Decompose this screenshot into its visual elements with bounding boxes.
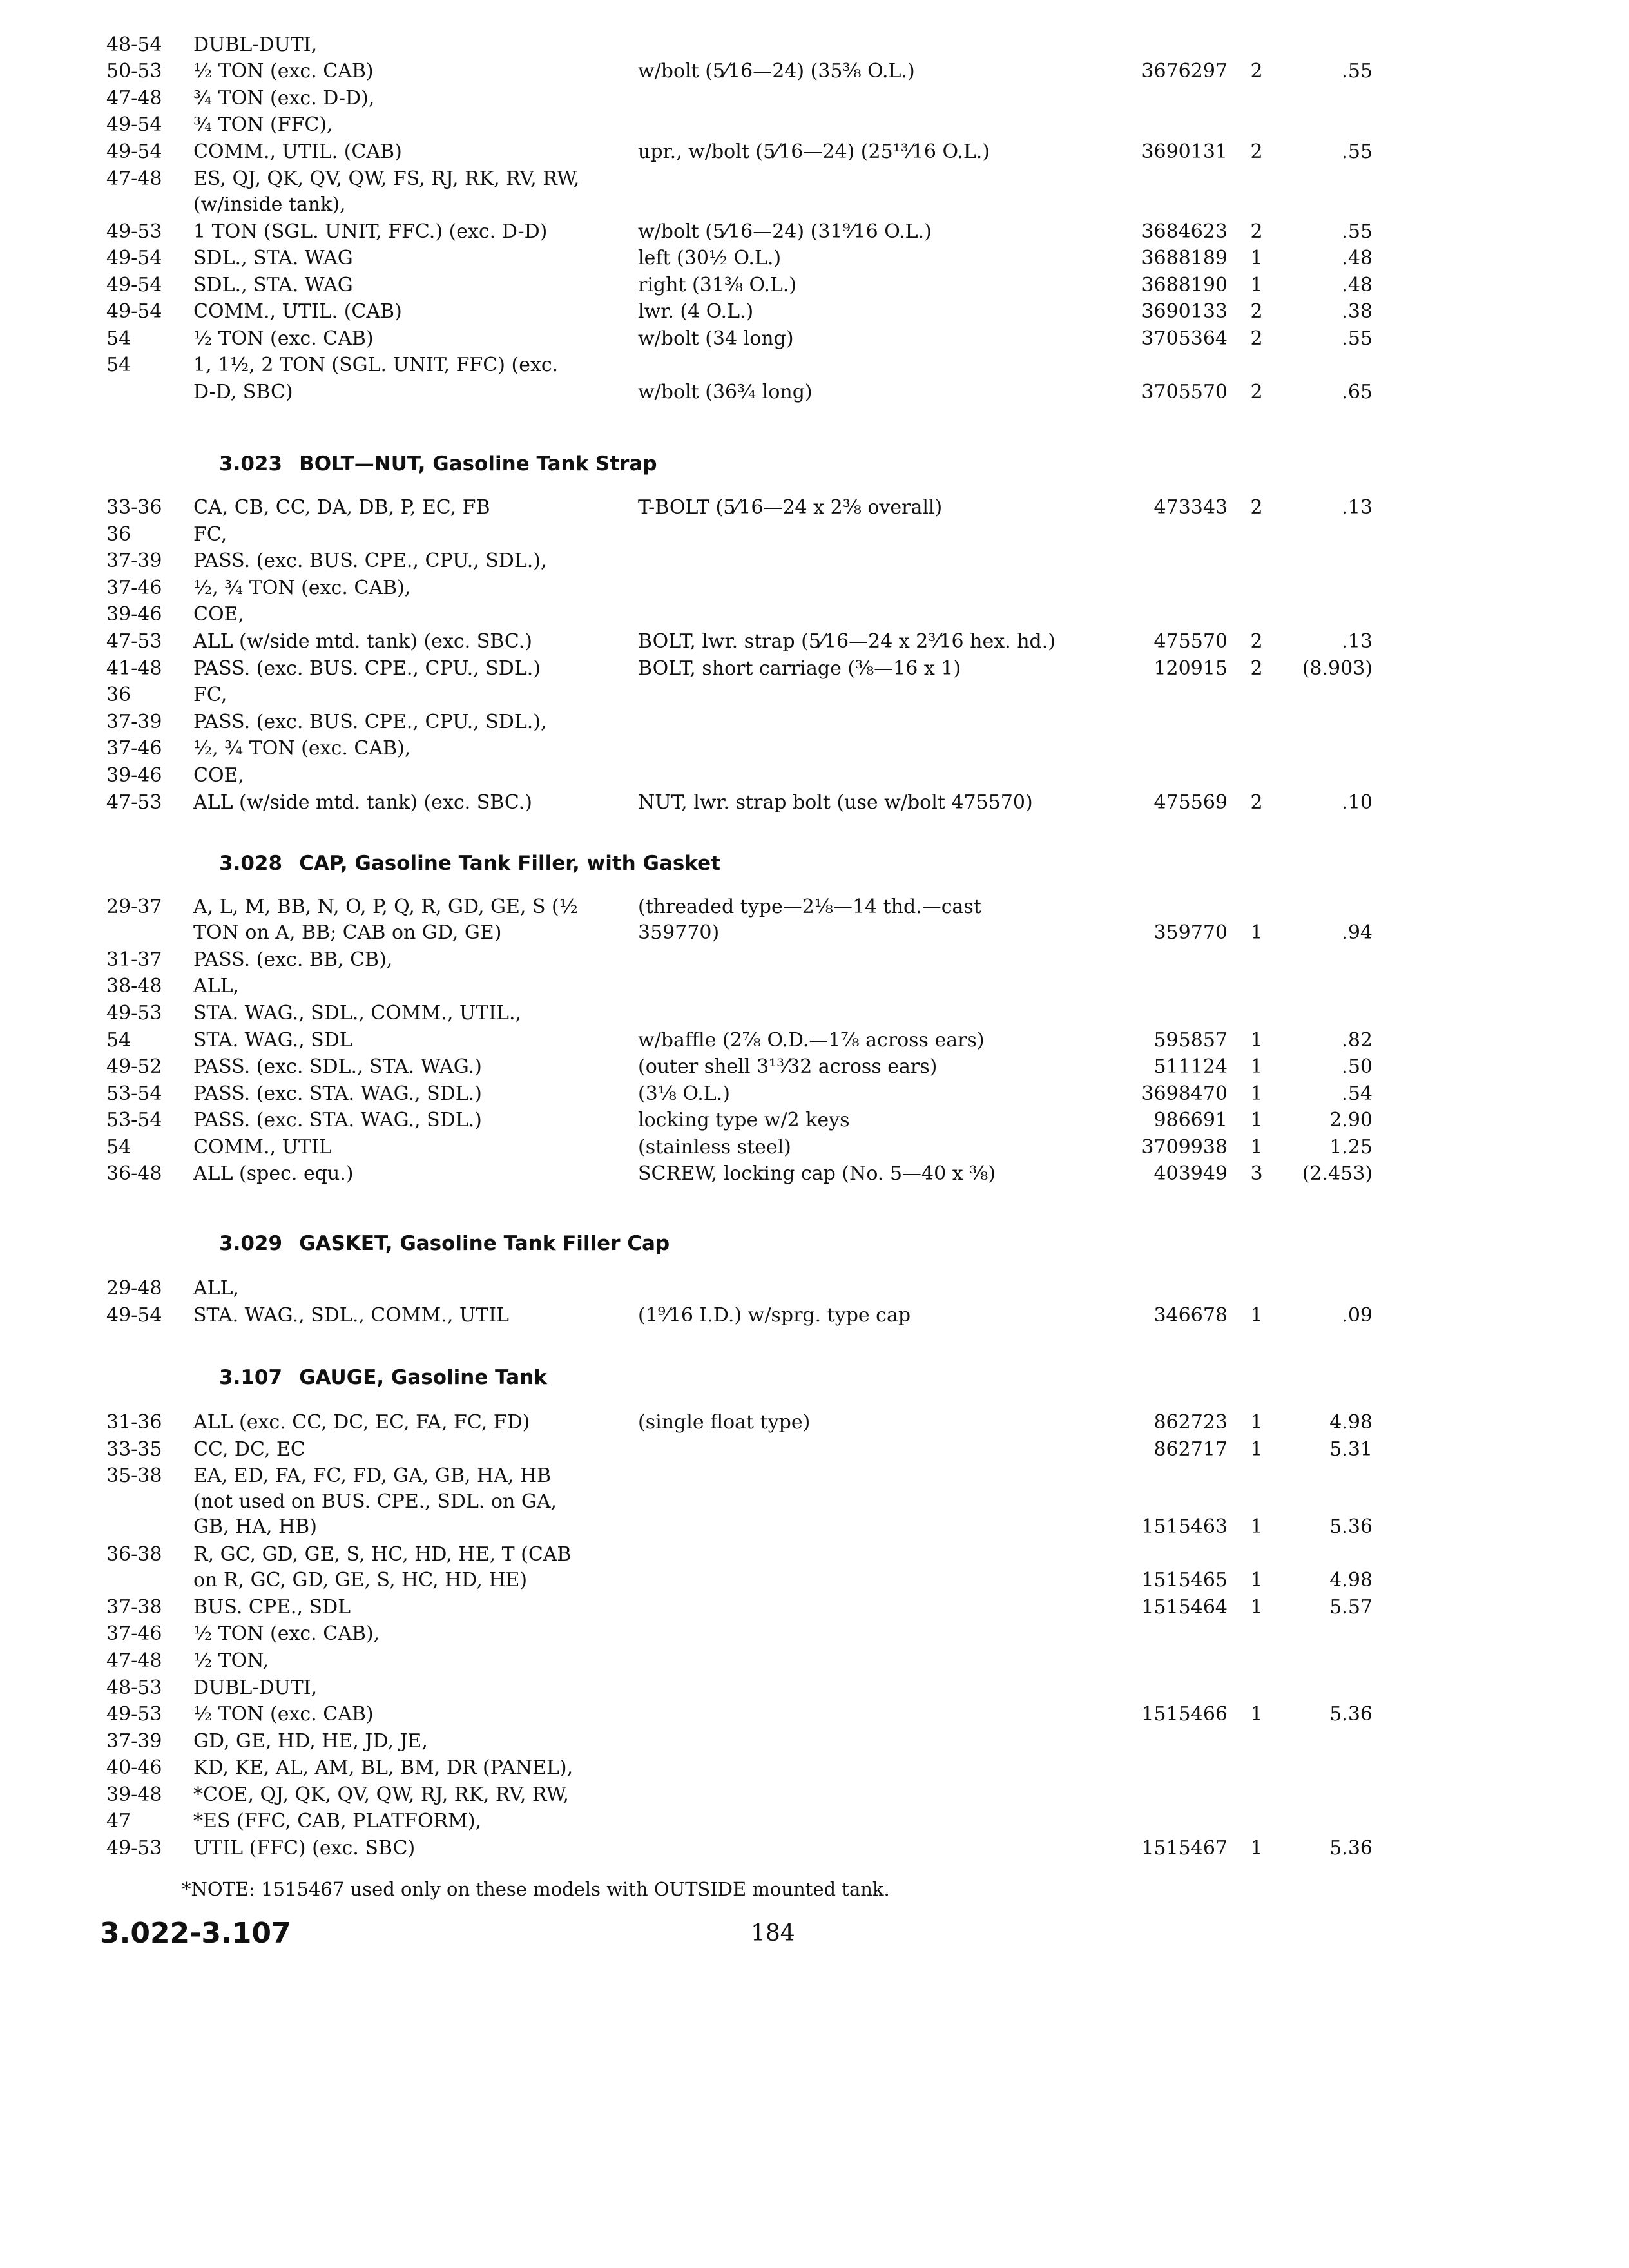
models: ALL (w/side mtd. tank) (exc. SBC.) xyxy=(193,791,533,814)
list-price: .48 xyxy=(1342,247,1373,269)
part-number: 1515463 xyxy=(1141,1515,1228,1538)
section-number: 3.029 xyxy=(219,1232,283,1255)
part-number: 475569 xyxy=(1153,791,1228,814)
model-years: 49-54 xyxy=(106,300,162,323)
quantity: 1 xyxy=(1250,1703,1263,1725)
list-price: 2.90 xyxy=(1329,1109,1373,1131)
models: ½ TON (exc. CAB) xyxy=(193,60,374,82)
description: right (31⅜ O.L.) xyxy=(638,274,797,296)
list-price: 5.57 xyxy=(1329,1596,1373,1619)
model-years: 38-48 xyxy=(106,975,162,997)
list-price: .54 xyxy=(1342,1082,1373,1105)
models: ½ TON, xyxy=(193,1649,269,1672)
models: on R, GC, GD, GE, S, HC, HD, HE) xyxy=(193,1569,528,1591)
parts-row xyxy=(0,682,1629,711)
model-years: 50-53 xyxy=(106,60,162,82)
model-years: 37-39 xyxy=(106,1730,162,1753)
parts-row xyxy=(0,1108,1629,1136)
models: GB, HA, HB) xyxy=(193,1515,317,1538)
quantity: 1 xyxy=(1250,1596,1263,1619)
model-years: 47 xyxy=(106,1810,131,1832)
quantity: 1 xyxy=(1250,1569,1263,1591)
models: FC, xyxy=(193,684,227,706)
description: locking type w/2 keys xyxy=(638,1109,850,1131)
list-price: .55 xyxy=(1342,220,1373,243)
parts-row xyxy=(0,219,1629,247)
list-price: (2.453) xyxy=(1302,1162,1373,1185)
model-years: 47-48 xyxy=(106,87,162,110)
model-years: 39-48 xyxy=(106,1783,162,1806)
models: PASS. (exc. SDL., STA. WAG.) xyxy=(193,1055,482,1078)
parts-row xyxy=(0,1410,1629,1438)
quantity: 2 xyxy=(1250,140,1263,163)
part-number: 475570 xyxy=(1153,630,1228,653)
description: w/baffle (2⅞ O.D.—1⅞ across ears) xyxy=(638,1029,985,1052)
list-price: .94 xyxy=(1342,921,1373,944)
model-years: 49-54 xyxy=(106,140,162,163)
description: (stainless steel) xyxy=(638,1136,791,1158)
parts-row xyxy=(0,86,1629,114)
description: upr., w/bolt (5⁄16—24) (25¹³⁄16 O.L.) xyxy=(638,140,990,163)
parts-row xyxy=(0,1303,1629,1331)
quantity: 1 xyxy=(1250,1029,1263,1052)
models: KD, KE, AL, AM, BL, BM, DR (PANEL), xyxy=(193,1756,574,1779)
models: DUBL-DUTI, xyxy=(193,34,318,56)
part-number: 1515465 xyxy=(1141,1569,1228,1591)
models: GD, GE, HD, HE, JD, JE, xyxy=(193,1730,428,1753)
description: (single float type) xyxy=(638,1411,811,1434)
model-years: 39-46 xyxy=(106,603,162,626)
models: BUS. CPE., SDL xyxy=(193,1596,351,1619)
list-price: .13 xyxy=(1342,496,1373,519)
models: *COE, QJ, QK, QV, QW, RJ, RK, RV, RW, xyxy=(193,1783,569,1806)
parts-row xyxy=(0,656,1629,684)
parts-row xyxy=(0,709,1629,738)
models: A, L, M, BB, N, O, P, Q, R, GD, GE, S (½ xyxy=(193,896,578,918)
model-years: 33-35 xyxy=(106,1438,162,1461)
section-heading xyxy=(219,451,657,477)
section-heading xyxy=(219,1365,547,1390)
model-years: 33-36 xyxy=(106,496,162,519)
model-years: 49-53 xyxy=(106,1002,162,1024)
parts-row xyxy=(0,1437,1629,1465)
quantity: 1 xyxy=(1250,1109,1263,1131)
list-price: .82 xyxy=(1342,1029,1373,1052)
parts-row xyxy=(0,299,1629,327)
description: NUT, lwr. strap bolt (use w/bolt 475570) xyxy=(638,791,1033,814)
part-number: 1515467 xyxy=(1141,1837,1228,1860)
models: COMM., UTIL. (CAB) xyxy=(193,140,402,163)
parts-row xyxy=(0,629,1629,657)
list-price: (8.903) xyxy=(1302,657,1373,680)
part-number: 3705570 xyxy=(1141,381,1228,403)
model-years: 47-53 xyxy=(106,630,162,653)
parts-row xyxy=(0,1135,1629,1163)
parts-row xyxy=(0,575,1629,604)
models: PASS. (exc. STA. WAG., SDL.) xyxy=(193,1082,482,1105)
description: 359770) xyxy=(638,921,720,944)
part-number: 3709938 xyxy=(1141,1136,1228,1158)
parts-row xyxy=(0,763,1629,791)
models: PASS. (exc. BUS. CPE., CPU., SDL.), xyxy=(193,550,547,572)
parts-row xyxy=(0,1489,1629,1517)
description: w/bolt (5⁄16—24) (35⅜ O.L.) xyxy=(638,60,915,82)
list-price: .55 xyxy=(1342,327,1373,350)
parts-row xyxy=(0,495,1629,523)
models: TON on A, BB; CAB on GD, GE) xyxy=(193,921,502,944)
models: CC, DC, EC xyxy=(193,1438,305,1461)
models: STA. WAG., SDL., COMM., UTIL xyxy=(193,1304,509,1327)
part-number: 3676297 xyxy=(1141,60,1228,82)
quantity: 1 xyxy=(1250,1136,1263,1158)
quantity: 2 xyxy=(1250,220,1263,243)
model-years: 47-48 xyxy=(106,1649,162,1672)
parts-row xyxy=(0,1542,1629,1570)
section-title: GAUGE, Gasoline Tank xyxy=(299,1366,547,1389)
page-number: 184 xyxy=(751,1920,795,1946)
quantity: 1 xyxy=(1250,247,1263,269)
parts-row xyxy=(0,245,1629,274)
model-years: 47-53 xyxy=(106,791,162,814)
models: R, GC, GD, GE, S, HC, HD, HE, T (CAB xyxy=(193,1543,572,1566)
models: ½ TON (exc. CAB), xyxy=(193,1622,380,1645)
model-years: 36-48 xyxy=(106,1162,162,1185)
models: PASS. (exc. BUS. CPE., CPU., SDL.) xyxy=(193,657,541,680)
quantity: 1 xyxy=(1250,1411,1263,1434)
models: D-D, SBC) xyxy=(193,381,293,403)
model-years: 37-39 xyxy=(106,711,162,733)
models: COE, xyxy=(193,603,244,626)
model-years: 36-38 xyxy=(106,1543,162,1566)
parts-row xyxy=(0,139,1629,168)
part-number: 3698470 xyxy=(1141,1082,1228,1105)
parts-row xyxy=(0,166,1629,195)
description: (3⅛ O.L.) xyxy=(638,1082,730,1105)
section-number: 3.028 xyxy=(219,852,283,875)
model-years: 39-46 xyxy=(106,764,162,787)
parts-row xyxy=(0,1001,1629,1029)
model-years: 53-54 xyxy=(106,1109,162,1131)
models: ¾ TON (FFC), xyxy=(193,113,333,136)
description: T-BOLT (5⁄16—24 x 2⅜ overall) xyxy=(638,496,943,519)
models: ALL (spec. equ.) xyxy=(193,1162,354,1185)
models: SDL., STA. WAG xyxy=(193,274,353,296)
description: w/bolt (34 long) xyxy=(638,327,794,350)
parts-row xyxy=(0,1081,1629,1110)
part-number: 473343 xyxy=(1153,496,1228,519)
description: BOLT, short carriage (⅜—16 x 1) xyxy=(638,657,961,680)
models: ES, QJ, QK, QV, QW, FS, RJ, RK, RV, RW, xyxy=(193,168,580,190)
model-years: 48-54 xyxy=(106,34,162,56)
parts-row xyxy=(0,1675,1629,1704)
parts-row xyxy=(0,1514,1629,1542)
model-years: 49-53 xyxy=(106,1703,162,1725)
parts-row xyxy=(0,1836,1629,1864)
part-number: 3705364 xyxy=(1141,327,1228,350)
model-years: 49-53 xyxy=(106,220,162,243)
part-number: 862717 xyxy=(1153,1438,1228,1461)
models: PASS. (exc. BB, CB), xyxy=(193,948,393,971)
list-price: 5.31 xyxy=(1329,1438,1373,1461)
description: left (30½ O.L.) xyxy=(638,247,782,269)
list-price: 5.36 xyxy=(1329,1837,1373,1860)
model-years: 49-52 xyxy=(106,1055,162,1078)
model-years: 36 xyxy=(106,684,131,706)
models: SDL., STA. WAG xyxy=(193,247,353,269)
model-years: 37-39 xyxy=(106,550,162,572)
model-years: 54 xyxy=(106,354,131,376)
models: COMM., UTIL. (CAB) xyxy=(193,300,402,323)
section-title: BOLT—NUT, Gasoline Tank Strap xyxy=(299,452,657,476)
list-price: 5.36 xyxy=(1329,1703,1373,1725)
model-years: 49-54 xyxy=(106,274,162,296)
section-heading xyxy=(219,1231,670,1256)
model-years: 36 xyxy=(106,523,131,546)
parts-row xyxy=(0,1568,1629,1596)
models: (not used on BUS. CPE., SDL. on GA, xyxy=(193,1490,557,1513)
model-years: 35-38 xyxy=(106,1465,162,1487)
list-price: .10 xyxy=(1342,791,1373,814)
part-number: 1515466 xyxy=(1141,1703,1228,1725)
quantity: 2 xyxy=(1250,630,1263,653)
list-price: 1.25 xyxy=(1329,1136,1373,1158)
quantity: 1 xyxy=(1250,921,1263,944)
model-years: 40-46 xyxy=(106,1756,162,1779)
model-years: 54 xyxy=(106,1136,131,1158)
description: lwr. (4 O.L.) xyxy=(638,300,754,323)
part-number: 3690133 xyxy=(1141,300,1228,323)
parts-row xyxy=(0,1463,1629,1492)
models: COMM., UTIL xyxy=(193,1136,332,1158)
model-years: 49-54 xyxy=(106,247,162,269)
model-years: 41-48 xyxy=(106,657,162,680)
model-years: 54 xyxy=(106,327,131,350)
list-price: .65 xyxy=(1342,381,1373,403)
section-title: CAP, Gasoline Tank Filler, with Gasket xyxy=(299,852,720,875)
models: COE, xyxy=(193,764,244,787)
parts-row xyxy=(0,1809,1629,1837)
model-years: 37-46 xyxy=(106,577,162,599)
list-price: 4.98 xyxy=(1329,1569,1373,1591)
models: ½, ¾ TON (exc. CAB), xyxy=(193,577,411,599)
part-number: 3688190 xyxy=(1141,274,1228,296)
description: (outer shell 3¹³⁄32 across ears) xyxy=(638,1055,938,1078)
models: ALL, xyxy=(193,975,240,997)
part-number: 511124 xyxy=(1153,1055,1228,1078)
parts-row xyxy=(0,1621,1629,1649)
footnote: *NOTE: 1515467 used only on these models with OUTSIDE mounted tank. xyxy=(182,1878,890,1900)
description: w/bolt (5⁄16—24) (31⁹⁄16 O.L.) xyxy=(638,220,932,243)
part-number: 3690131 xyxy=(1141,140,1228,163)
parts-row xyxy=(0,32,1629,61)
description: BOLT, lwr. strap (5⁄16—24 x 2³⁄16 hex. hd.) xyxy=(638,630,1055,653)
models: ½ TON (exc. CAB) xyxy=(193,327,374,350)
part-number: 3684623 xyxy=(1141,220,1228,243)
parts-row xyxy=(0,1054,1629,1082)
models: ½, ¾ TON (exc. CAB), xyxy=(193,737,411,760)
list-price: .09 xyxy=(1342,1304,1373,1327)
models: DUBL-DUTI, xyxy=(193,1677,318,1699)
description: w/bolt (36¾ long) xyxy=(638,381,813,403)
part-number: 3688189 xyxy=(1141,247,1228,269)
parts-row xyxy=(0,1276,1629,1304)
parts-row xyxy=(0,1755,1629,1783)
model-years: 37-38 xyxy=(106,1596,162,1619)
model-years: 53-54 xyxy=(106,1082,162,1105)
models: ALL (w/side mtd. tank) (exc. SBC.) xyxy=(193,630,533,653)
list-price: .38 xyxy=(1342,300,1373,323)
models: *ES (FFC, CAB, PLATFORM), xyxy=(193,1810,482,1832)
parts-row xyxy=(0,112,1629,140)
parts-row xyxy=(0,59,1629,87)
parts-row xyxy=(0,352,1629,381)
parts-row xyxy=(0,1648,1629,1677)
list-price: 4.98 xyxy=(1329,1411,1373,1434)
quantity: 3 xyxy=(1250,1162,1263,1185)
quantity: 1 xyxy=(1250,1438,1263,1461)
quantity: 1 xyxy=(1250,1304,1263,1327)
parts-row xyxy=(0,947,1629,975)
description: SCREW, locking cap (No. 5—40 x ⅜) xyxy=(638,1162,996,1185)
quantity: 1 xyxy=(1250,1837,1263,1860)
quantity: 1 xyxy=(1250,1082,1263,1105)
parts-row xyxy=(0,1595,1629,1623)
quantity: 2 xyxy=(1250,60,1263,82)
models: ½ TON (exc. CAB) xyxy=(193,1703,374,1725)
model-years: 29-48 xyxy=(106,1277,162,1300)
quantity: 2 xyxy=(1250,300,1263,323)
parts-row xyxy=(0,1702,1629,1730)
part-number: 986691 xyxy=(1153,1109,1228,1131)
section-number: 3.107 xyxy=(219,1366,283,1389)
models: PASS. (exc. STA. WAG., SDL.) xyxy=(193,1109,482,1131)
list-price: .13 xyxy=(1342,630,1373,653)
quantity: 2 xyxy=(1250,791,1263,814)
models: CA, CB, CC, DA, DB, P, EC, FB xyxy=(193,496,490,519)
model-years: 31-37 xyxy=(106,948,162,971)
part-number: 403949 xyxy=(1153,1162,1228,1185)
models: ALL, xyxy=(193,1277,240,1300)
list-price: .50 xyxy=(1342,1055,1373,1078)
parts-row xyxy=(0,1729,1629,1757)
model-years: 37-46 xyxy=(106,737,162,760)
description: (1⁹⁄16 I.D.) w/sprg. type cap xyxy=(638,1304,911,1327)
list-price: .55 xyxy=(1342,60,1373,82)
part-number: 1515464 xyxy=(1141,1596,1228,1619)
models: UTIL (FFC) (exc. SBC) xyxy=(193,1837,416,1860)
models: 1, 1½, 2 TON (SGL. UNIT, FFC) (exc. xyxy=(193,354,559,376)
models: PASS. (exc. BUS. CPE., CPU., SDL.), xyxy=(193,711,547,733)
parts-row xyxy=(0,920,1629,948)
models: EA, ED, FA, FC, FD, GA, GB, HA, HB xyxy=(193,1465,552,1487)
models: ALL (exc. CC, DC, EC, FA, FC, FD) xyxy=(193,1411,530,1434)
models: FC, xyxy=(193,523,227,546)
quantity: 2 xyxy=(1250,381,1263,403)
model-years: 31-36 xyxy=(106,1411,162,1434)
section-heading xyxy=(219,850,720,876)
parts-row xyxy=(0,192,1629,220)
section-title: GASKET, Gasoline Tank Filler Cap xyxy=(299,1232,670,1255)
model-years: 49-54 xyxy=(106,113,162,136)
quantity: 2 xyxy=(1250,327,1263,350)
description: (threaded type—2⅛—14 thd.—cast xyxy=(638,896,981,918)
parts-row xyxy=(0,1782,1629,1811)
part-number: 120915 xyxy=(1153,657,1228,680)
models: (w/inside tank), xyxy=(193,193,346,216)
parts-row xyxy=(0,736,1629,764)
model-years: 49-54 xyxy=(106,1304,162,1327)
models: 1 TON (SGL. UNIT, FFC.) (exc. D-D) xyxy=(193,220,548,243)
parts-row xyxy=(0,974,1629,1002)
quantity: 1 xyxy=(1250,1055,1263,1078)
model-years: 54 xyxy=(106,1029,131,1052)
part-number: 595857 xyxy=(1153,1029,1228,1052)
parts-row xyxy=(0,602,1629,630)
model-years: 37-46 xyxy=(106,1622,162,1645)
model-years: 29-37 xyxy=(106,896,162,918)
list-price: 5.36 xyxy=(1329,1515,1373,1538)
quantity: 1 xyxy=(1250,1515,1263,1538)
parts-row xyxy=(0,894,1629,923)
parts-row xyxy=(0,380,1629,408)
parts-row xyxy=(0,1161,1629,1189)
models: STA. WAG., SDL xyxy=(193,1029,352,1052)
parts-row xyxy=(0,548,1629,577)
part-number: 346678 xyxy=(1153,1304,1228,1327)
parts-row xyxy=(0,273,1629,301)
part-number: 359770 xyxy=(1153,921,1228,944)
parts-row xyxy=(0,1028,1629,1056)
section-number: 3.023 xyxy=(219,452,283,476)
parts-row xyxy=(0,790,1629,818)
model-years: 47-48 xyxy=(106,168,162,190)
parts-row xyxy=(0,522,1629,550)
part-number: 862723 xyxy=(1153,1411,1228,1434)
parts-row xyxy=(0,326,1629,354)
list-price: .48 xyxy=(1342,274,1373,296)
models: STA. WAG., SDL., COMM., UTIL., xyxy=(193,1002,522,1024)
model-years: 49-53 xyxy=(106,1837,162,1860)
quantity: 2 xyxy=(1250,496,1263,519)
list-price: .55 xyxy=(1342,140,1373,163)
quantity: 1 xyxy=(1250,274,1263,296)
model-years: 48-53 xyxy=(106,1677,162,1699)
section-range-code: 3.022-3.107 xyxy=(100,1917,291,1950)
models: ¾ TON (exc. D-D), xyxy=(193,87,375,110)
quantity: 2 xyxy=(1250,657,1263,680)
